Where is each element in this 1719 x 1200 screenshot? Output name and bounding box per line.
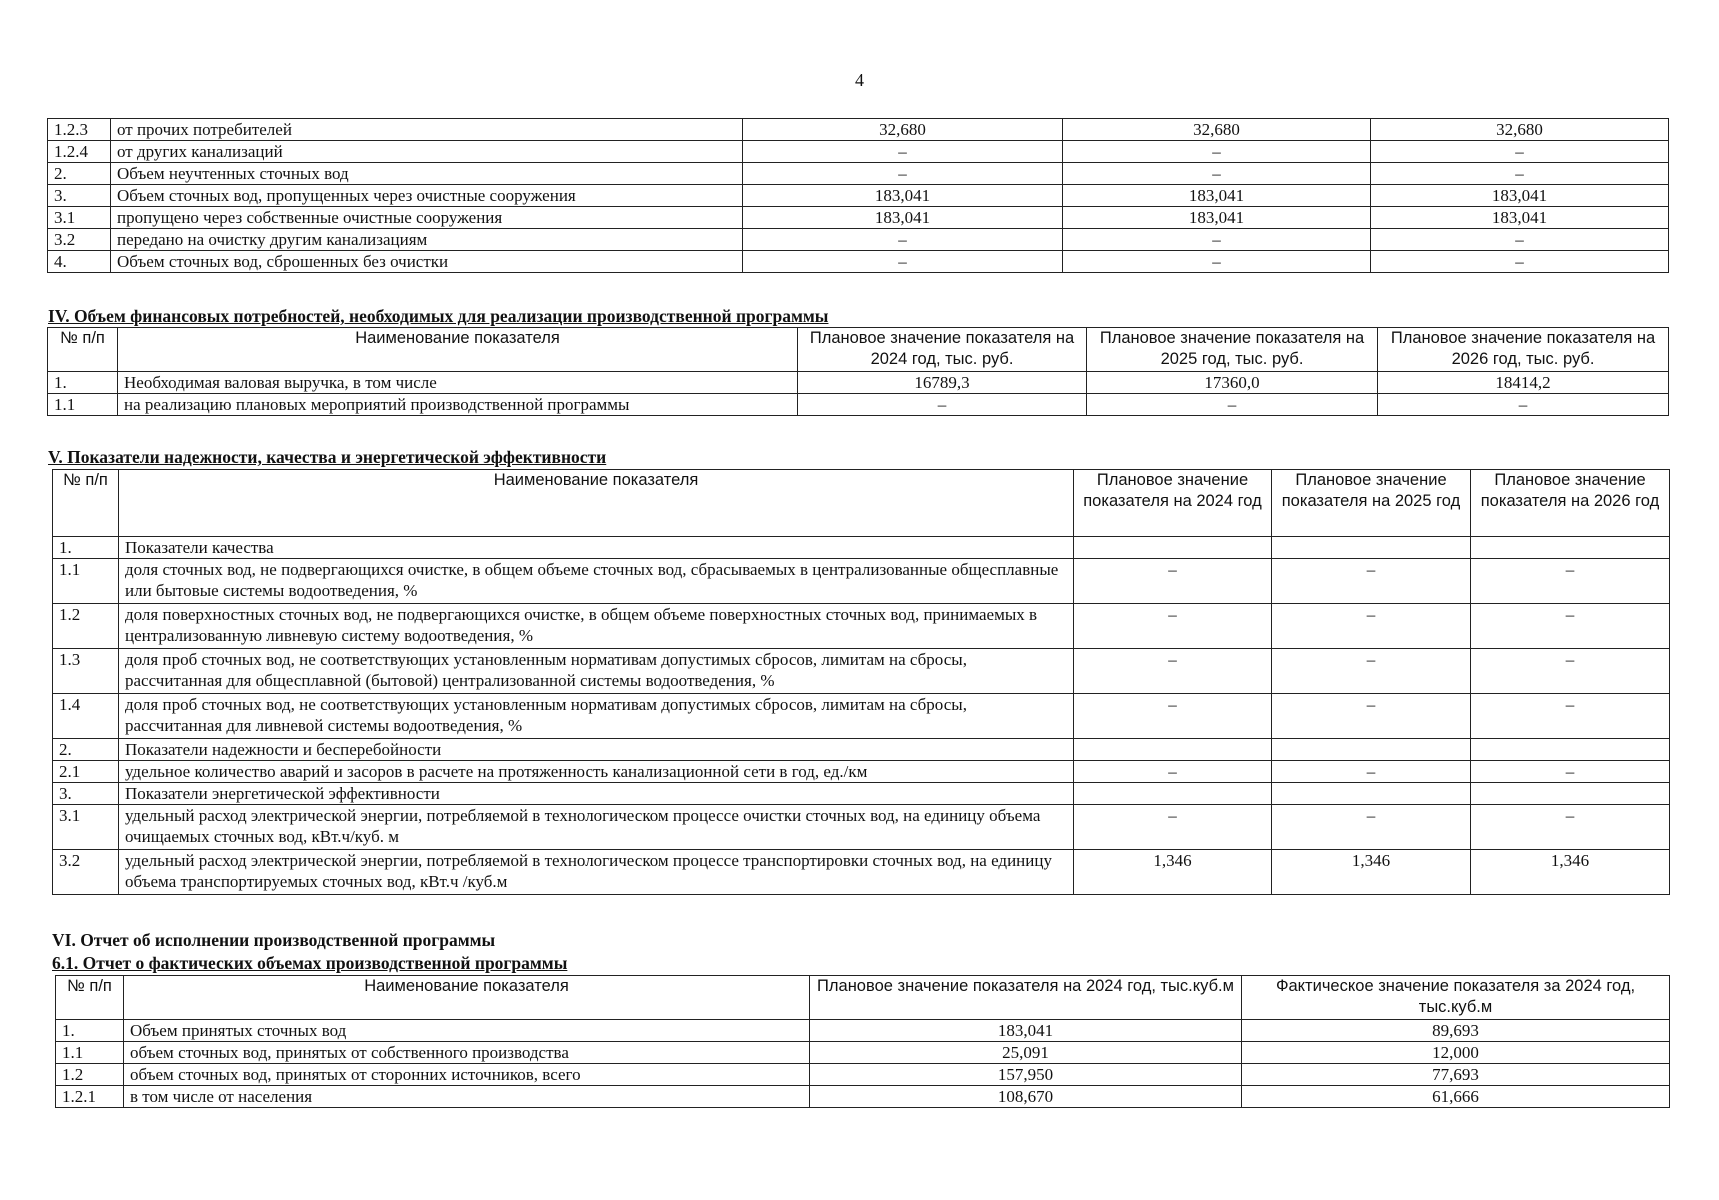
table-row: [53, 694, 1670, 739]
section-iv-title: IV. Объем финансовых потребностей, необходимых для реализации производственной программы: [48, 306, 829, 326]
table-row: [53, 739, 1670, 761]
table-row: [56, 1042, 1670, 1064]
row-value-3: [1471, 783, 1670, 805]
row-value-2: –: [1272, 761, 1471, 783]
row-value-1: 108,670: [810, 1086, 1242, 1108]
row-name: Объем принятых сточных вод: [124, 1020, 810, 1042]
row-value-1: –: [1074, 649, 1272, 694]
row-name: доля проб сточных вод, не соответствующих установленным нормативам допустимых сбросов, лимитам на сбросы, рассчитанная для ливневой системы водоотведения, %: [119, 694, 1074, 739]
row-name: Показатели качества: [119, 537, 1074, 559]
table-row: [53, 783, 1670, 805]
row-number: 2.1: [53, 761, 119, 783]
row-value-1: 183,041: [743, 185, 1063, 207]
row-number: 1.: [48, 372, 118, 394]
header-name: Наименование показателя: [118, 328, 798, 372]
row-value-2: [1272, 537, 1471, 559]
row-number: 1.3: [53, 649, 119, 694]
row-value-2: –: [1272, 649, 1471, 694]
row-value-2: 1,346: [1272, 850, 1471, 895]
row-value-1: 183,041: [743, 207, 1063, 229]
header-plan-2025: Плановое значение показателя на 2025 год, тыс. руб.: [1087, 328, 1378, 372]
row-value-2: –: [1272, 559, 1471, 604]
row-name: пропущено через собственные очистные сооружения: [111, 207, 743, 229]
row-value-1: 25,091: [810, 1042, 1242, 1064]
row-number: 1.2.3: [48, 119, 111, 141]
table-row: [48, 251, 1669, 273]
row-value-1: [1074, 537, 1272, 559]
row-value-1: –: [1074, 761, 1272, 783]
table-row: [48, 394, 1669, 416]
row-value-2: [1272, 739, 1471, 761]
row-value-1: 157,950: [810, 1064, 1242, 1086]
row-number: 3.1: [53, 805, 119, 850]
row-number: 1.: [53, 537, 119, 559]
row-name: Показатели энергетической эффективности: [119, 783, 1074, 805]
table-volumes-continued: [47, 118, 1669, 273]
row-value-3: –: [1471, 805, 1670, 850]
table-actual-volumes: [55, 975, 1670, 1108]
row-name: Объем сточных вод, сброшенных без очистки: [111, 251, 743, 273]
row-number: 1.1: [56, 1042, 124, 1064]
row-number: 3.2: [48, 229, 111, 251]
row-value-2: –: [1272, 604, 1471, 649]
table-row: [53, 559, 1670, 604]
row-name: Объем сточных вод, пропущенных через очистные сооружения: [111, 185, 743, 207]
section-6-1-subtitle: 6.1. Отчет о фактических объемах производственной программы: [52, 953, 568, 973]
row-value-2: –: [1272, 805, 1471, 850]
row-number: 1.1: [53, 559, 119, 604]
row-name: от прочих потребителей: [111, 119, 743, 141]
row-value-1: [1074, 739, 1272, 761]
row-number: 3.2: [53, 850, 119, 895]
row-value-3: 18414,2: [1378, 372, 1669, 394]
row-value-1: –: [1074, 694, 1272, 739]
row-value-1: –: [743, 163, 1063, 185]
table-financial-needs: [47, 327, 1669, 416]
row-value-3: –: [1378, 394, 1669, 416]
row-name: доля сточных вод, не подвергающихся очистке, в общем объеме сточных вод, сбрасываемых в централизованные общесплавные или бытовые системы водоотведения, %: [119, 559, 1074, 604]
row-value-2: –: [1063, 229, 1371, 251]
table-row: [53, 850, 1670, 895]
row-value-2: 17360,0: [1087, 372, 1378, 394]
row-name: объем сточных вод, принятых от сторонних источников, всего: [124, 1064, 810, 1086]
row-value-2: –: [1063, 163, 1371, 185]
row-value-3: –: [1371, 229, 1669, 251]
row-value-3: –: [1471, 649, 1670, 694]
header-plan-2026: Плановое значение показателя на 2026 год, тыс. руб.: [1378, 328, 1669, 372]
row-number: 2.: [53, 739, 119, 761]
row-name: удельный расход электрической энергии, потребляемой в технологическом процессе очистки сточных вод, на единицу объема очищаемых сточных вод, кВт.ч/куб. м: [119, 805, 1074, 850]
row-value-2: 61,666: [1242, 1086, 1670, 1108]
section-vi-title: VI. Отчет об исполнении производственной программы: [52, 930, 496, 950]
header-name: Наименование показателя: [124, 976, 810, 1020]
header-num: № п/п: [48, 328, 118, 372]
row-value-3: –: [1371, 251, 1669, 273]
table-row: [53, 604, 1670, 649]
row-name: объем сточных вод, принятых от собственного производства: [124, 1042, 810, 1064]
header-actual-2024: Фактическое значение показателя за 2024 год, тыс.куб.м: [1242, 976, 1670, 1020]
table-row: [48, 185, 1669, 207]
row-number: 1.2.4: [48, 141, 111, 163]
row-value-3: 183,041: [1371, 185, 1669, 207]
table-row: [56, 1064, 1670, 1086]
row-name: доля проб сточных вод, не соответствующих установленным нормативам допустимых сбросов, лимитам на сбросы, рассчитанная для общесплавной (бытовой) централизованной системы водоотведения, %: [119, 649, 1074, 694]
row-name: от других канализаций: [111, 141, 743, 163]
header-plan-2024: Плановое значение показателя на 2024 год, тыс. руб.: [798, 328, 1087, 372]
row-value-2: –: [1087, 394, 1378, 416]
row-number: 3.: [53, 783, 119, 805]
row-value-1: –: [743, 229, 1063, 251]
row-value-2: 12,000: [1242, 1042, 1670, 1064]
row-number: 1.2.1: [56, 1086, 124, 1108]
row-value-3: –: [1371, 141, 1669, 163]
row-number: 1.2: [56, 1064, 124, 1086]
header-num: № п/п: [56, 976, 124, 1020]
row-number: 1.1: [48, 394, 118, 416]
table-row: [48, 207, 1669, 229]
row-value-3: –: [1371, 163, 1669, 185]
header-plan-2024: Плановое значение показателя на 2024 год: [1074, 470, 1272, 537]
row-number: 3.: [48, 185, 111, 207]
row-value-1: [1074, 783, 1272, 805]
row-value-1: 16789,3: [798, 372, 1087, 394]
table-row: [48, 372, 1669, 394]
row-value-2: –: [1272, 694, 1471, 739]
row-name: Показатели надежности и бесперебойности: [119, 739, 1074, 761]
row-number: 1.4: [53, 694, 119, 739]
row-value-1: 32,680: [743, 119, 1063, 141]
page-number: 4: [855, 70, 864, 90]
table-row: [53, 805, 1670, 850]
table-row: [53, 537, 1670, 559]
row-value-1: 183,041: [810, 1020, 1242, 1042]
row-name: Объем неучтенных сточных вод: [111, 163, 743, 185]
section-v-title: V. Показатели надежности, качества и энергетической эффективности: [48, 447, 607, 467]
row-value-2: 32,680: [1063, 119, 1371, 141]
table-row: [48, 141, 1669, 163]
row-value-2: 77,693: [1242, 1064, 1670, 1086]
row-value-2: –: [1063, 141, 1371, 163]
header-plan-2026: Плановое значение показателя на 2026 год: [1471, 470, 1670, 537]
table-quality-indicators: [52, 469, 1670, 895]
table-row: [48, 119, 1669, 141]
row-value-3: [1471, 537, 1670, 559]
row-value-2: [1272, 783, 1471, 805]
row-number: 3.1: [48, 207, 111, 229]
row-value-1: –: [743, 141, 1063, 163]
row-value-3: 1,346: [1471, 850, 1670, 895]
header-plan-2024: Плановое значение показателя на 2024 год, тыс.куб.м: [810, 976, 1242, 1020]
row-value-1: –: [798, 394, 1087, 416]
row-number: 2.: [48, 163, 111, 185]
row-name: в том числе от населения: [124, 1086, 810, 1108]
row-value-3: [1471, 739, 1670, 761]
row-value-1: 1,346: [1074, 850, 1272, 895]
table-row: [53, 761, 1670, 783]
row-value-1: –: [743, 251, 1063, 273]
row-value-1: –: [1074, 805, 1272, 850]
row-value-2: –: [1063, 251, 1371, 273]
row-value-3: –: [1471, 761, 1670, 783]
table-row: [56, 1086, 1670, 1108]
row-value-3: 183,041: [1371, 207, 1669, 229]
row-name: доля поверхностных сточных вод, не подвергающихся очистке, в общем объеме поверхностных сточных вод, принимаемых в централизованную ливневую систему водоотведения, %: [119, 604, 1074, 649]
header-plan-2025: Плановое значение показателя на 2025 год: [1272, 470, 1471, 537]
row-value-2: 89,693: [1242, 1020, 1670, 1042]
row-value-1: –: [1074, 559, 1272, 604]
row-value-1: –: [1074, 604, 1272, 649]
row-name: передано на очистку другим канализациям: [111, 229, 743, 251]
row-name: удельное количество аварий и засоров в расчете на протяженность канализационной сети в год, ед./км: [119, 761, 1074, 783]
table-row: [56, 1020, 1670, 1042]
row-name: удельный расход электрической энергии, потребляемой в технологическом процессе транспортировки сточных вод, на единицу объема транспортируемых сточных вод, кВт.ч /куб.м: [119, 850, 1074, 895]
row-value-2: 183,041: [1063, 207, 1371, 229]
table-row: [48, 229, 1669, 251]
header-name: Наименование показателя: [119, 470, 1074, 537]
row-number: 1.: [56, 1020, 124, 1042]
row-number: 1.2: [53, 604, 119, 649]
row-value-3: –: [1471, 559, 1670, 604]
row-value-3: –: [1471, 604, 1670, 649]
row-name: Необходимая валовая выручка, в том числе: [118, 372, 798, 394]
row-value-3: 32,680: [1371, 119, 1669, 141]
header-num: № п/п: [53, 470, 119, 537]
table-row: [48, 163, 1669, 185]
row-number: 4.: [48, 251, 111, 273]
row-name: на реализацию плановых мероприятий производственной программы: [118, 394, 798, 416]
table-row: [53, 649, 1670, 694]
row-value-2: 183,041: [1063, 185, 1371, 207]
row-value-3: –: [1471, 694, 1670, 739]
